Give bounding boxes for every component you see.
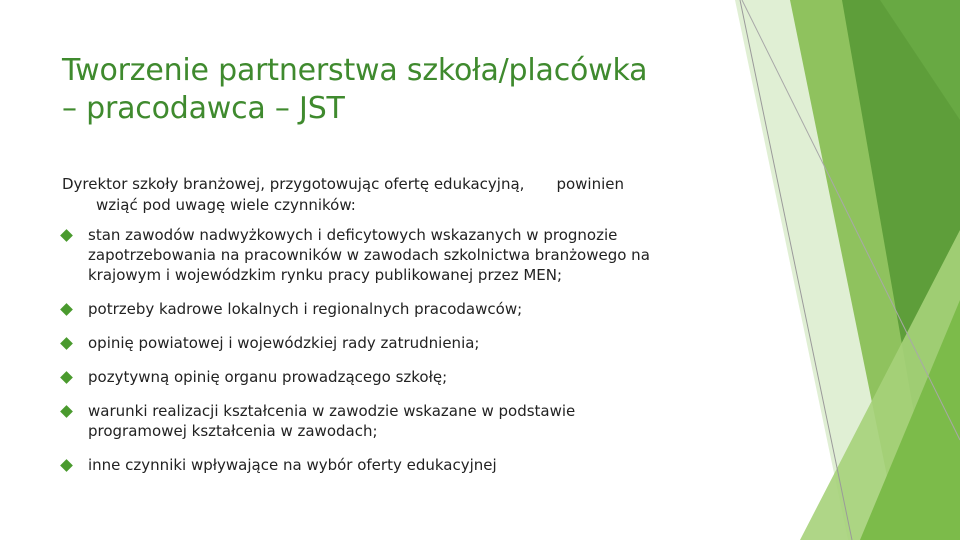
list-item bbox=[62, 367, 802, 387]
bullet-1-line-3: krajowym i wojewódzkim rynku pracy publikowanej przez MEN; bbox=[88, 266, 563, 284]
list-item bbox=[62, 455, 802, 475]
title-line-1: Tworzenie partnerstwa szkoła/placówka bbox=[62, 53, 648, 88]
bullet-1-line-1: stan zawodów nadwyżkowych i deficytowych wskazanych w prognozie bbox=[88, 226, 618, 244]
intro-line-1-end: powinien bbox=[556, 175, 624, 193]
intro-line-1-start: Dyrektor szkoły branżowej, przygotowując ofertę edukacyjną, bbox=[62, 175, 525, 193]
bullet-6-line-1: inne czynniki wpływające na wybór oferty edukacyjnej bbox=[88, 456, 497, 474]
bullet-5-line-1: warunki realizacji kształcenia w zawodzie wskazane w podstawie bbox=[88, 402, 576, 420]
title-line-2: – pracodawca – JST bbox=[62, 91, 345, 126]
diamond-bullet-icon bbox=[60, 459, 73, 472]
list-item bbox=[62, 299, 802, 319]
list-item bbox=[62, 333, 802, 353]
diamond-bullet-icon bbox=[60, 229, 73, 242]
list-item bbox=[62, 401, 802, 441]
bullet-1-line-2: zapotrzebowania na pracowników w zawodach szkolnictwa branżowego na bbox=[88, 246, 650, 264]
bullet-5-line-2: programowej kształcenia w zawodach; bbox=[88, 422, 378, 440]
diamond-bullet-icon bbox=[60, 405, 73, 418]
diamond-bullet-icon bbox=[60, 303, 73, 316]
intro-line-1 bbox=[62, 174, 802, 195]
intro-line-2: wziąć pod uwagę wiele czynników: bbox=[96, 196, 356, 214]
slide-title bbox=[62, 52, 762, 128]
bullet-3-line-1: opinię powiatowej i wojewódzkiej rady zatrudnienia; bbox=[88, 334, 480, 352]
bullet-2-line-1: potrzeby kadrowe lokalnych i regionalnych pracodawców; bbox=[88, 300, 523, 318]
bullet-list bbox=[62, 225, 802, 489]
bullet-4-line-1: pozytywną opinię organu prowadzącego szkołę; bbox=[88, 368, 448, 386]
intro-paragraph bbox=[62, 174, 802, 216]
diamond-bullet-icon bbox=[60, 371, 73, 384]
diamond-bullet-icon bbox=[60, 337, 73, 350]
list-item bbox=[62, 225, 802, 285]
